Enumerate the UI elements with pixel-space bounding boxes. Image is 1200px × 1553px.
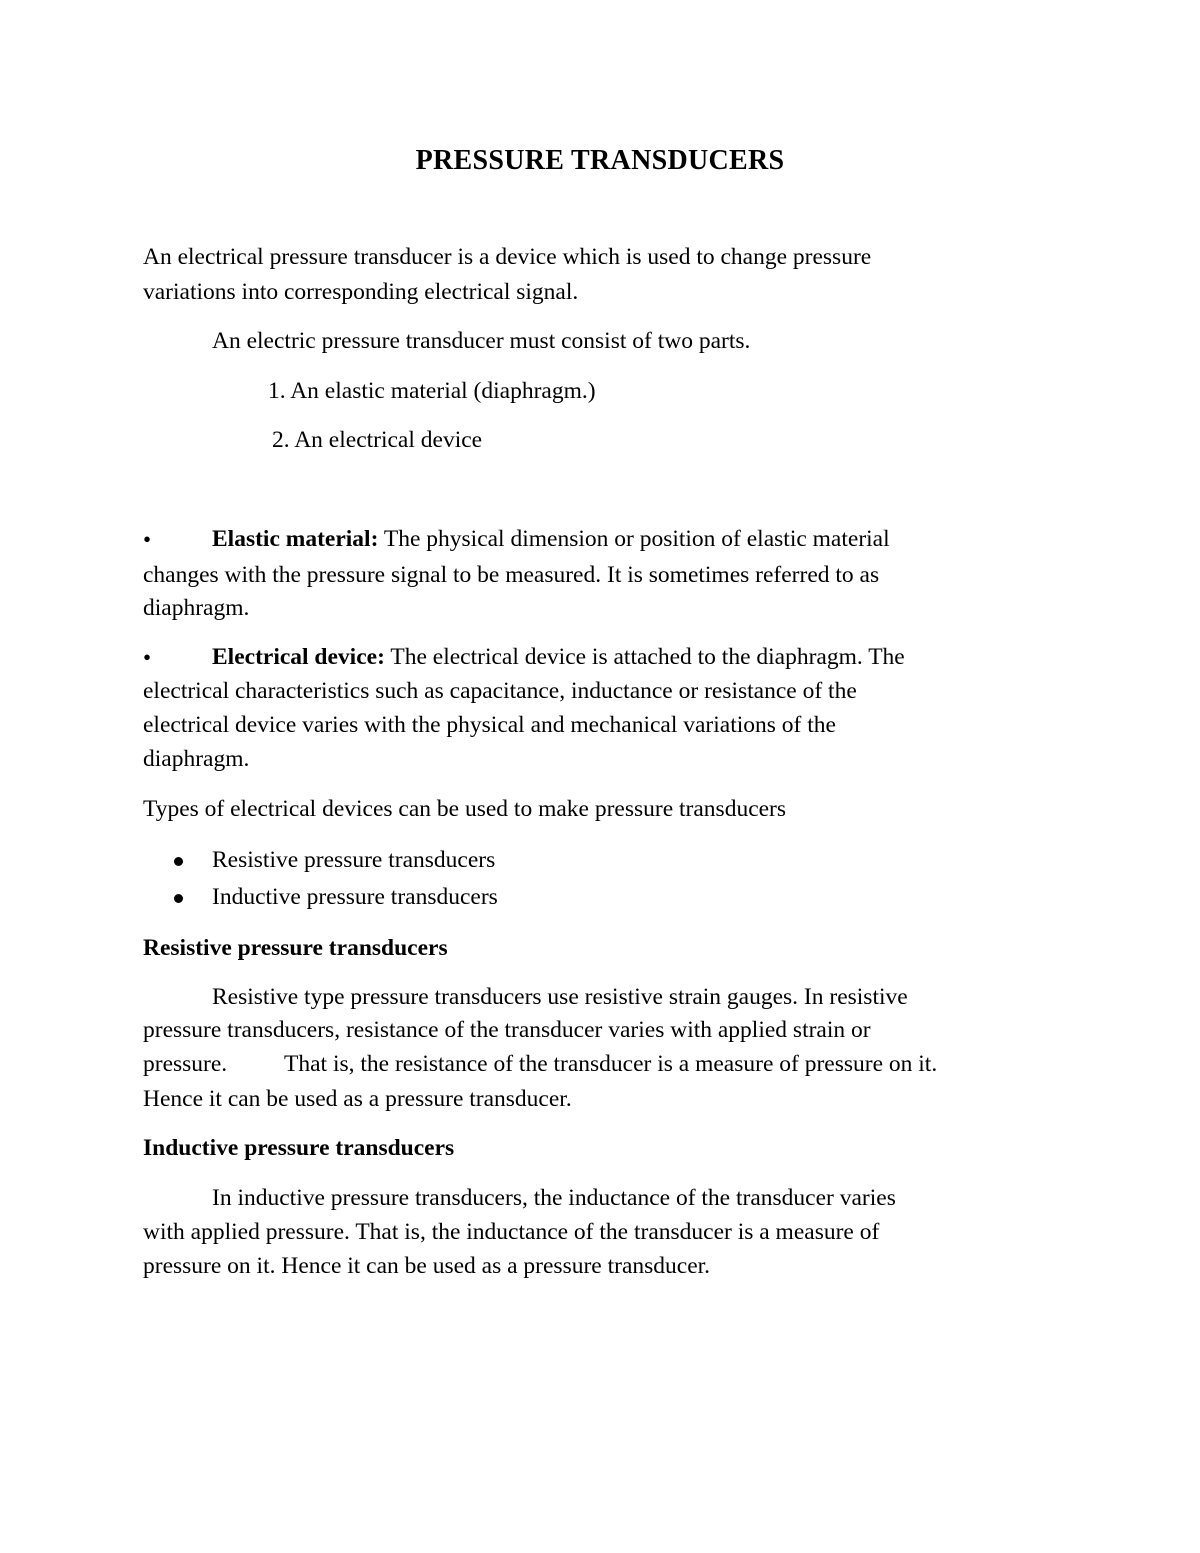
inductive-line-2: with applied pressure. That is, the inductance of the transducer is a measure of	[143, 1219, 880, 1245]
inductive-heading: Inductive pressure transducers	[143, 1135, 455, 1161]
type-item-1: Resistive pressure transducers	[212, 847, 496, 873]
resistive-line-3b: That is, the resistance of the transducer is a measure of pressure on it.	[284, 1051, 938, 1077]
elastic-definition-line-3: diaphragm.	[143, 595, 250, 621]
electrical-definition-line-4: diaphragm.	[143, 746, 250, 772]
elastic-definition-text: The physical dimension or position of elastic material	[378, 526, 890, 552]
inductive-line-3: pressure on it. Hence it can be used as a pressure transducer.	[143, 1253, 711, 1279]
inductive-line-1: In inductive pressure transducers, the inductance of the transducer varies	[212, 1185, 896, 1211]
resistive-heading: Resistive pressure transducers	[143, 935, 448, 961]
elastic-definition-line-2: changes with the pressure signal to be measured. It is sometimes referred to as	[143, 562, 880, 588]
elastic-term: Elastic material:	[212, 526, 379, 552]
bullet-icon: •	[143, 527, 152, 552]
intro-line-1: An electrical pressure transducer is a device which is used to change pressure	[143, 244, 872, 270]
types-intro: Types of electrical devices can be used to make pressure transducers	[143, 796, 787, 822]
electrical-definition-line-1	[212, 646, 905, 670]
intro-line-2: variations into corresponding electrical signal.	[143, 279, 579, 305]
resistive-line-1: Resistive type pressure transducers use resistive strain gauges. In resistive	[212, 984, 908, 1010]
electrical-definition-line-2: electrical characteristics such as capacitance, inductance or resistance of the	[143, 678, 857, 704]
part-item-2: 2. An electrical device	[272, 427, 483, 453]
electrical-definition-line-3: electrical device varies with the physical and mechanical variations of the	[143, 712, 836, 738]
electrical-term: Electrical device:	[212, 644, 385, 670]
resistive-line-2: pressure transducers, resistance of the transducer varies with applied strain or	[143, 1017, 871, 1043]
bullet-icon	[174, 894, 183, 903]
bullet-icon	[174, 857, 183, 866]
page-title: PRESSURE TRANSDUCERS	[415, 145, 785, 176]
electrical-definition-text: The electrical device is attached to the diaphragm. The	[384, 644, 905, 670]
elastic-definition-line-1	[212, 528, 890, 552]
resistive-line-4: Hence it can be used as a pressure transducer.	[143, 1086, 572, 1112]
parts-intro: An electric pressure transducer must consist of two parts.	[212, 328, 751, 354]
resistive-line-3a: pressure.	[143, 1051, 228, 1077]
type-item-2: Inductive pressure transducers	[212, 884, 498, 910]
part-item-1: 1. An elastic material (diaphragm.)	[268, 378, 596, 404]
bullet-icon: •	[143, 645, 152, 670]
